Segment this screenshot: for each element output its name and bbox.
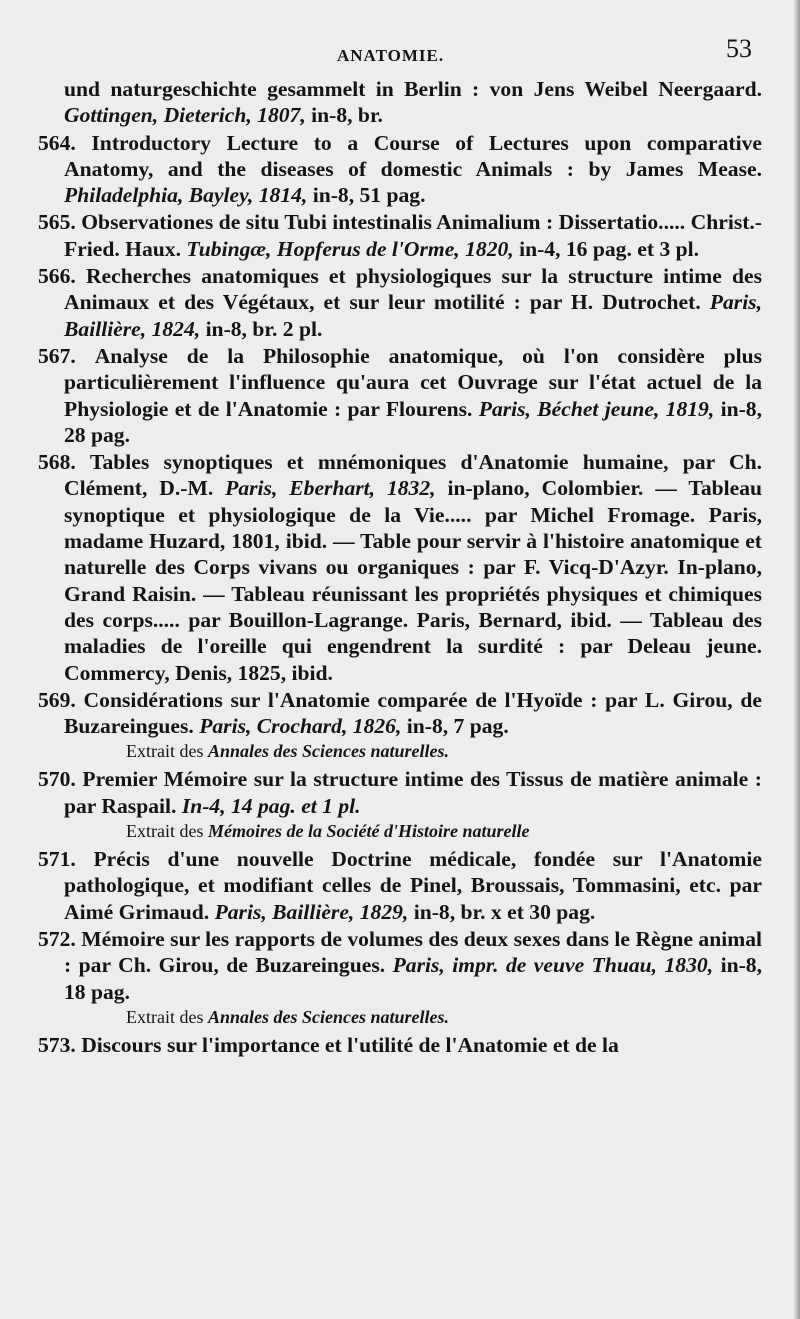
bibliography-entry [38, 76, 762, 129]
entry-imprint: Paris, Béchet jeune, 1819, [478, 396, 715, 421]
entry-title: Recherches anatomiques et physiologiques sur la structure intime des Animaux et des Végétaux, et sur leur motilité : par H. Dutrochet. [64, 264, 763, 315]
bibliography-entry [38, 766, 762, 819]
scan-edge [794, 0, 800, 1319]
entry-number: 573. [38, 1032, 76, 1057]
bottom-margin [0, 1199, 800, 1319]
entry-title: Premier Mémoire sur la structure intime des Tissus de matière animale : par Raspail. [64, 767, 762, 818]
entry-number: 568. [38, 450, 76, 475]
entry-imprint: Gottingen, Dieterich, 1807, [64, 103, 306, 128]
entry-title: Précis d'une nouvelle Doctrine médicale, fondée sur l'Anatomie pathologique, et modifiant celles de Pinel, Broussais, Tommasini, etc. par Aimé Grimaud. [64, 847, 762, 924]
entry-imprint: Paris, Eberhart, 1832, [225, 476, 436, 501]
note-source: Mémoires de la Société d'Histoire naturelle [207, 821, 530, 842]
entry-imprint: Paris, Baillière, 1824, [64, 290, 762, 341]
entry-number: 567. [38, 343, 76, 368]
bibliography-entry [38, 846, 762, 925]
bibliography-entry [38, 263, 762, 342]
entry-format: in-8, 28 pag. [64, 396, 762, 447]
entry-title: Tables synoptiques et mnémoniques d'Anatomie humaine, par Ch. Clément, D.-M. [64, 450, 762, 501]
entry-title: Observationes de situ Tubi intestinalis Animalium : Dissertatio..... Christ.-Fried. Haux. [64, 210, 763, 261]
entry-title: Mémoire sur les rapports de volumes des deux sexes dans le Règne animal : par Ch. Girou, de Buzareingues. [64, 926, 762, 978]
entry-format: in-8, 18 pag. [64, 953, 762, 1004]
entry-format: in-4, 16 pag. et 3 pl. [519, 236, 700, 261]
bibliography-entry [38, 343, 762, 448]
entry-format: in-8, br. x et 30 pag. [413, 899, 596, 924]
entry-format: in-8, br. 2 pl. [205, 316, 323, 341]
bibliography-entry [38, 926, 762, 1005]
entry-format: in-8, 51 pag. [312, 183, 426, 208]
entry-title: Discours sur l'importance et l'utilité de l'Anatomie et de la [81, 1032, 619, 1057]
page-number: 53 [726, 34, 752, 63]
entry-imprint: Tubingæ, Hopferus de l'Orme, 1820, [186, 236, 514, 261]
entry-number: 571. [38, 847, 76, 872]
entry-imprint: In-4, 14 pag. et 1 pl. [181, 793, 361, 818]
note-prefix: Extrait des [126, 821, 204, 842]
entry-number: 570. [38, 767, 76, 792]
entry-title: Analyse de la Philosophie anatomique, où l'on considère plus particulièrement l'influence qu'aura cet Ouvrage sur l'état actuel de la Physiologie et de l'Anatomie : par Flourens. [64, 343, 763, 421]
entry-number: 572. [38, 926, 76, 951]
bibliography-entry [38, 449, 762, 686]
bibliography-entry [38, 130, 762, 209]
entry-number: 569. [38, 687, 76, 712]
note-source: Annales des Sciences naturelles. [207, 741, 449, 762]
entry-number: 564. [38, 130, 76, 155]
entry-title: Considérations sur l'Anatomie comparée de l'Hyoïde : par L. Girou, de Buzareingues. [64, 687, 762, 739]
entry-note [38, 1006, 762, 1028]
bibliography-list [38, 76, 762, 1059]
page-header [0, 34, 800, 74]
bibliography-entry [38, 1032, 762, 1058]
running-head: ANATOMIE. [337, 46, 445, 65]
entry-title: Introductory Lecture to a Course of Lectures upon comparative Anatomy, and the diseases of domestic Animals : by James Mease. [64, 130, 762, 181]
note-prefix: Extrait des [126, 741, 204, 762]
entry-title: und naturgeschichte gesammelt in Berlin : von Jens Weibel Neergaard. [64, 77, 762, 101]
entry-format: in-8, br. [311, 103, 383, 128]
entry-imprint: Paris, Baillière, 1829, [214, 899, 409, 924]
entry-format: in-plano, Colombier. — Tableau synoptique et physiologique de la Vie..... par Michel Fromage. Paris, madame Huzard, 1801, ibid. — Table pour servir à l'histoire anatomique et naturelle des Corps vivans ou organiques : par F. Vicq-D'Azyr. In-plano, Grand Raisin. — Tableau réunissant les propriétés physiques et chimiques des corps..... par Bouillon-Lagrange. Paris, Bernard, ibid. — Tableau des maladies de l'oreille qui engendrent la surdité : par Deleau jeune. Commercy, Denis, 1825, ibid. [64, 476, 763, 685]
entry-imprint: Philadelphia, Bayley, 1814, [64, 183, 308, 208]
entry-note [38, 820, 762, 842]
note-prefix: Extrait des [126, 1006, 204, 1027]
entry-number: 566. [38, 264, 76, 289]
bibliography-entry [38, 687, 762, 740]
entry-imprint: Paris, impr. de veuve Thuau, 1830, [392, 953, 714, 978]
entry-imprint: Paris, Crochard, 1826, [199, 714, 402, 739]
entry-note [38, 740, 762, 762]
bibliography-entry [38, 209, 762, 262]
note-source: Annales des Sciences naturelles. [207, 1006, 449, 1027]
entry-number: 565. [38, 210, 76, 235]
entry-format: in-8, 7 pag. [406, 714, 509, 739]
